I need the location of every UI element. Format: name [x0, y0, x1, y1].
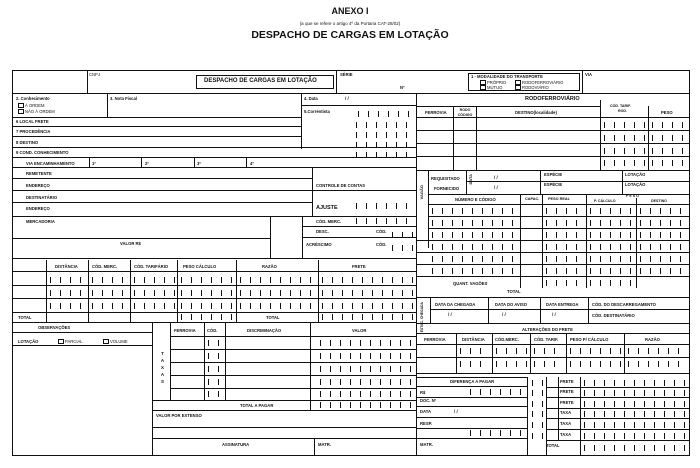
- desc-label: DESC.: [316, 229, 329, 234]
- data-label: 4. Data: [304, 96, 318, 101]
- dist-header-5: FRETE: [352, 264, 366, 269]
- endereco-label: ENDEREÇO: [26, 183, 50, 188]
- via-label: VIA: [585, 72, 592, 77]
- total-frete-label: TOTAL: [546, 443, 560, 448]
- doc-title: DESPACHO DE CARGAS EM LOTAÇÃO: [204, 78, 317, 84]
- mercadoria-label: MERCADORIA: [26, 219, 55, 224]
- resp-label: RESP.: [420, 421, 433, 426]
- lotacao-label: LOTAÇÃO: [18, 339, 39, 344]
- mutuo-option[interactable]: MÚTUO: [480, 85, 502, 90]
- form-frame: [12, 70, 690, 456]
- assinatura-label: ASSINATURA: [222, 442, 250, 447]
- annex-subtitle: (a que se refere o artigo 4º da Portaria CAT-28/02): [299, 21, 401, 26]
- requisitado-label: REQUISITADO: [431, 176, 460, 181]
- total-a-pagar-label: TOTAL A PAGAR: [240, 403, 274, 408]
- taxas-vertical-label: T A X A S: [160, 351, 165, 384]
- nota-fiscal-label: 3. Nota Fiscal: [110, 96, 137, 101]
- rodoferroviario-option[interactable]: RODOFERROVIÁRIO: [515, 80, 563, 85]
- total1-label: TOTAL: [18, 315, 32, 320]
- dist-header-4: RAZÃO: [262, 264, 277, 269]
- cod-descarregamento-label: CÓD. DO DESCARREGAMENTO: [592, 302, 656, 307]
- discriminacao-label: DISCRIMINAÇÃO: [247, 328, 282, 333]
- annex-title: ANEXO I: [331, 6, 369, 16]
- quant-vagoes-label: QUANT. VAGÕES: [453, 281, 488, 286]
- parcial-option[interactable]: PARCIAL: [58, 339, 83, 344]
- capac-label: CAPAC.: [525, 197, 540, 201]
- p-calculo-label: P. CÁLCULO: [594, 199, 616, 203]
- remetente-label: REMETENTE: [26, 171, 52, 176]
- cond-conhecimento-label: 9 COND. CONHECIMENTO: [16, 150, 69, 155]
- controle-contas-label: CONTROLE DE CONTAS: [316, 183, 366, 188]
- via-encaminhamento-label: VIA ENCAMINHAMENTO: [26, 161, 75, 166]
- numero-label: Nº: [400, 85, 405, 90]
- destino-label: 8 DESTINO: [16, 140, 39, 145]
- cod2-label: CÓD.: [376, 242, 387, 247]
- cod-col-label: CÓD.: [207, 328, 218, 333]
- proprio-option[interactable]: PRÓPRIO: [480, 80, 506, 85]
- volume-option[interactable]: VOLUME: [103, 339, 128, 344]
- doc-n-label: DOC. Nº: [420, 398, 437, 403]
- procedencia-label: 7 PROCEDÊNCIA: [16, 129, 51, 134]
- rs-label: R$: [420, 390, 426, 395]
- ajuste-label: AJUSTE: [316, 205, 338, 211]
- endereco2-label: ENDEREÇO: [26, 206, 50, 211]
- data-chegada-label: DATA DA CHEGADA: [435, 302, 476, 307]
- destinatario-label: DESTINATÁRIO: [26, 195, 58, 200]
- matr-dif-label: MATR.: [420, 442, 433, 447]
- rodoviario-option[interactable]: RODOVIÁRIO: [515, 85, 549, 90]
- valor-extenso-label: VALOR POR EXTENSO: [156, 413, 202, 418]
- alteracoes-frete-title: ALTERAÇÕES DO FRETE: [522, 327, 573, 332]
- correntista-label: 5.Correntista: [304, 109, 330, 114]
- data-dif-label: DATA: [420, 409, 432, 414]
- especie2-label: ESPÉCIE: [544, 182, 563, 187]
- cod-merc-label: CÓD. MERC.: [316, 219, 342, 224]
- dist-header-3: PESO CÁLCULO: [183, 264, 217, 269]
- nao-a-ordem-option[interactable]: NÃO À ORDEM: [18, 109, 55, 114]
- page-title: DESPACHO DE CARGAS EM LOTAÇÃO: [251, 29, 449, 41]
- dist-header-0: DISTÂNCIA: [55, 264, 78, 269]
- conhecimento-label: 2. Conhecimento: [16, 96, 50, 101]
- dist-header-1: CÓD. MERC.: [92, 264, 118, 269]
- ferrovia-label: FERROVIA: [174, 328, 196, 333]
- lotacao1-label: LOTAÇÃO: [625, 172, 646, 177]
- acrescimo-label: ACRÉSCIMO: [306, 242, 332, 247]
- data-entrega-label: DATA ENTREGA: [546, 302, 579, 307]
- total2-label: TOTAL: [266, 315, 280, 320]
- cod-tarif-label: CÓD. TARIF.: [610, 104, 631, 108]
- valor-label: VALOR: [352, 328, 367, 333]
- peso-group-label: P E S O: [626, 194, 639, 198]
- especie1-label: ESPÉCIE: [544, 172, 563, 177]
- destino-localidade-label: DESTINO(localidade): [515, 110, 557, 115]
- destino-col-label: DESTINO: [651, 199, 667, 203]
- observacoes-label: OBSERVAÇÕES: [38, 325, 71, 330]
- diferenca-title: DIFERENÇA A PAGAR: [450, 379, 495, 384]
- fornecido-label: FORNECIDO: [434, 186, 460, 191]
- a-ordem-option[interactable]: À ORDEM: [18, 103, 45, 108]
- cnpj-label: CNPJ: [89, 72, 100, 77]
- lotacao2-label: LOTAÇÃO: [625, 182, 646, 187]
- matr-label: MATR.: [318, 442, 331, 447]
- dist-header-2: CÓD. TARIFÁRIO: [134, 264, 169, 269]
- total-vagoes-label: TOTAL: [507, 289, 521, 294]
- chegada-vertical-label: ESTAC. CHEGADA: [420, 302, 424, 333]
- rodoferroviario-title: RODOFERROVIÁRIO: [525, 96, 580, 102]
- peso-label: PESO: [661, 110, 673, 115]
- rodo-codigo-label: RODO CÓDIGO: [457, 108, 473, 117]
- cod-label: CÓD.: [376, 229, 387, 234]
- data-aviso-label: DATA DO AVISO: [495, 302, 528, 307]
- local-frete-label: 6 LOCAL FRETE: [16, 119, 49, 124]
- cod-destinatario-label: CÓD. DESTINATÁRIO: [592, 313, 635, 318]
- valor-rs-label: VALOR R$: [120, 241, 141, 246]
- modalidade-label: 1 - MODALIDADE DO TRANSPORTE: [471, 74, 543, 79]
- vagao-vertical-label: VAGÃO: [419, 185, 424, 200]
- ferrovia-col-label: FERROVIA: [425, 110, 447, 115]
- peso-real-label: PESO REAL: [548, 197, 570, 201]
- serie-label: SÉRIE: [340, 72, 353, 77]
- data-vertical-label: DATA: [468, 174, 473, 185]
- numero-codigo-label: NÚMERO E CÓDIGO: [455, 197, 496, 202]
